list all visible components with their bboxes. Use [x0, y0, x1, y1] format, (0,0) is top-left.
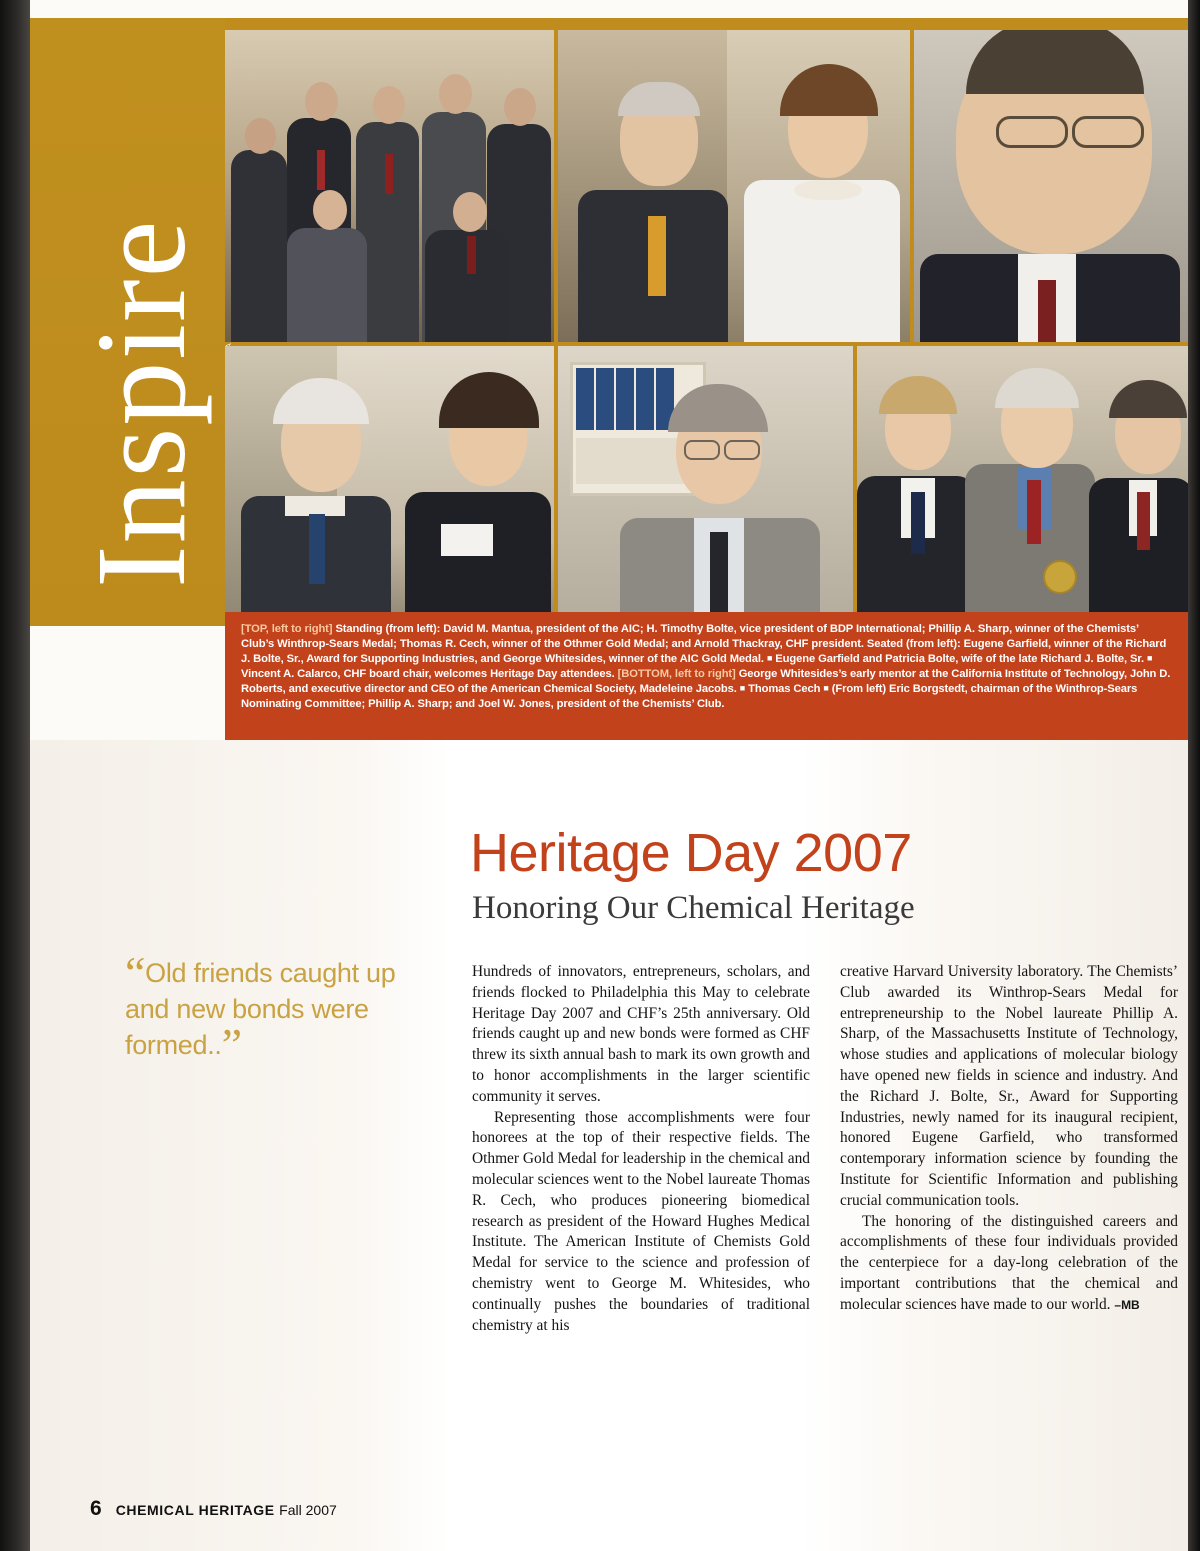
- caption-square-icon: ■: [823, 683, 829, 694]
- photo-caption-bar: [225, 612, 1188, 740]
- caption-text-top: Standing (from left): David M. Mantua, president of the AIC; H. Timothy Bolte, vice president of BDP International; Phillip A. Sharp, winner of the Chemists’ Club’s Winthrop-Sears Medal; Thomas R. Cech, winner of the Othmer Gold Medal; and Arnold Thackray, CHF president. Seated (from left): Eugene Garfield, winner of the Richard J. Bolte, Sr., Award for Supporting Industries, and George Whitesides, winner of the AIC Gold Medal.: [241, 623, 1167, 666]
- caption-key-top: [TOP, left to right]: [241, 623, 333, 635]
- paragraph: creative Harvard University laboratory. The Chemists’ Club awarded its Winthrop-Sears Medal for entrepreneurship to the Nobel laureate Phillip A. Sharp, of the Massachusetts Institute of Technology, whose studies and applications of molecular biology have opened new fields in science and industry. And the Richard J. Bolte, Sr., Award for Supporting Industries, newly named for its inaugural recipient, honored Eugene Garfield, who transformed contemporary information science by founding the Institute for Scientific Information and publishing crucial communication tools.: [840, 963, 1178, 1209]
- caption-text-mid2: Vincent A. Calarco, CHF board chair, welcomes Heritage Day attendees.: [241, 667, 615, 680]
- paragraph: Representing those accomplishments were four honorees at the top of their respective fields. The Othmer Gold Medal for leadership in the chemical and molecular sciences went to the Nobel laureate Thomas R. Cech, who produces pioneering biomedical research as president of the Howard Hughes Medical Institute. The American Institute of Chemists Gold Medal for service to the science and profession of chemistry went to George M. Whitesides, who continually pushes the boundaries of traditional chemistry at his: [472, 1108, 810, 1334]
- page-body: [30, 0, 1188, 1551]
- caption-text-bottom2: Thomas Cech: [745, 683, 821, 696]
- page-gutter-right: [1188, 0, 1200, 1551]
- section-title-inspire: Inspire: [70, 218, 212, 588]
- show-through-left: [30, 740, 450, 1551]
- paragraph-text: The honoring of the distinguished careers and accomplishments of these four individuals provided the centerpiece for a day-long celebration of the important contributions that the chemical and molecular sciences have made to our world.: [840, 1212, 1178, 1313]
- pull-quote-text: Old friends caught up and new bonds were formed..: [125, 958, 396, 1060]
- issue-date: Fall 2007: [279, 1502, 337, 1518]
- publication-name: CHEMICAL HERITAGE: [115, 1502, 275, 1518]
- caption-square-icon: ■: [766, 653, 773, 664]
- photo-roberts-jacobs: [225, 346, 554, 626]
- quote-close-icon: ”: [221, 1019, 242, 1070]
- article-byline: –MB: [1114, 1297, 1140, 1312]
- caption-key-bottom: [BOTTOM, left to right]: [617, 667, 736, 680]
- article-headline: Heritage Day 2007: [470, 823, 912, 883]
- caption-square-icon: ■: [739, 683, 746, 694]
- article-column-left: [472, 962, 810, 1336]
- caption-text-bottom: George Whitesides’s early mentor at the California Institute of Technology, John D. Roberts, and executive director and CEO of the American Chemical Society, Madeleine Jacobs.: [241, 667, 1171, 696]
- inspire-side-bar: [30, 18, 225, 626]
- page-gutter-left: [0, 0, 30, 1551]
- photo-cech: [558, 346, 853, 626]
- caption-text-mid: Eugene Garfield and Patricia Bolte, wife of the late Richard J. Bolte, Sr.: [772, 653, 1145, 666]
- photo-garfield-bolte: [558, 30, 910, 342]
- photo-group-honorees: [225, 30, 554, 342]
- article-subhead: Honoring Our Chemical Heritage: [472, 890, 915, 926]
- page-footer: [90, 1497, 337, 1521]
- paragraph: Hundreds of innovators, entrepreneurs, scholars, and friends flocked to Philadelphia this May to celebrate Heritage Day 2007 and CHF’s 25th anniversary. Old friends caught up and new bonds were formed as CHF threw its sixth annual bash to mark its own growth and to honor accomplishments in the larger scientific community it serves.: [472, 963, 810, 1105]
- paragraph: [840, 1212, 1178, 1316]
- photo-calarco: [914, 30, 1188, 342]
- pull-quote: [125, 947, 443, 1070]
- photo-montage: [30, 18, 1188, 626]
- quote-open-icon: “: [125, 947, 146, 998]
- article-column-right: [840, 962, 1178, 1316]
- page-number: 6: [90, 1497, 102, 1520]
- caption-square-icon: ■: [1147, 653, 1153, 664]
- caption-text-bottom3: (From left) Eric Borgstedt, chairman of the Winthrop-Sears Nominating Committee; Phillip A. Sharp; and Joel W. Jones, president of the Chemists’ Club.: [241, 683, 1138, 710]
- photo-borgstedt-sharp-jones: [857, 346, 1188, 626]
- article-area: [30, 740, 1188, 1551]
